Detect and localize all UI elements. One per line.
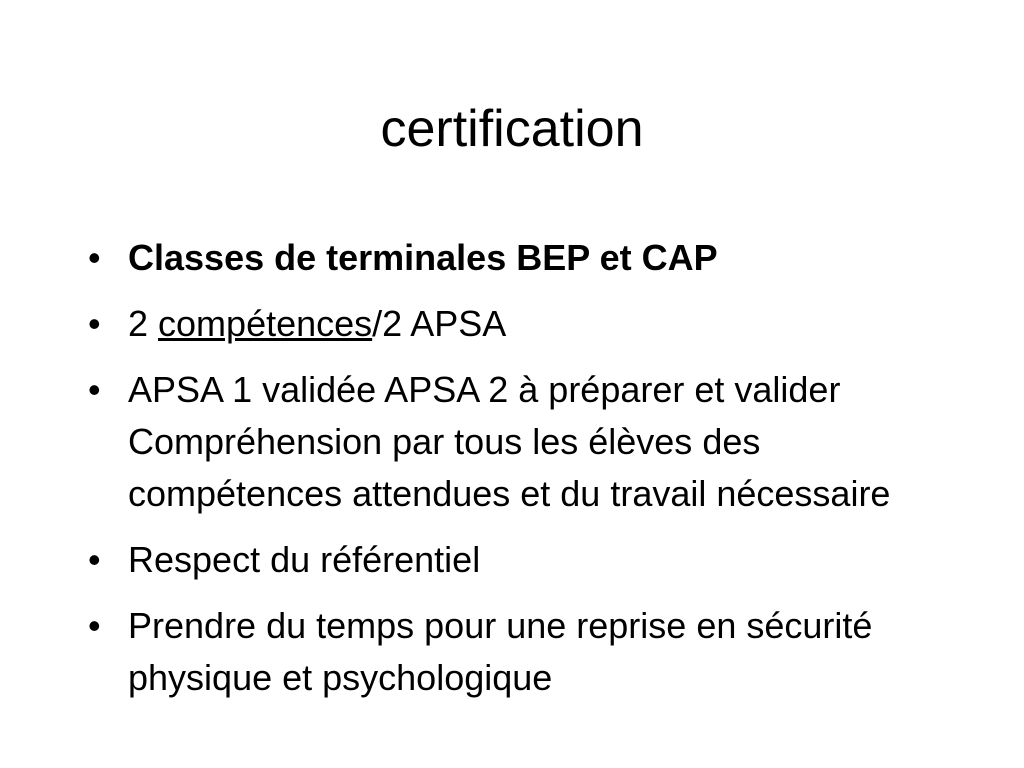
bullet-list	[88, 232, 968, 718]
slide-title: certification	[380, 100, 644, 158]
bullet-text: Prendre du temps pour une reprise en sécurité physique et psychologique	[128, 605, 873, 698]
bullet-item	[88, 600, 968, 704]
bullet-text-prefix: 2	[128, 303, 159, 344]
bullet-text-suffix: /2 APSA	[372, 303, 507, 344]
bullet-marker: •	[88, 605, 101, 646]
bullet-text-underlined: compétences	[158, 303, 373, 344]
bullet-item	[88, 534, 968, 586]
bullet-text: Respect du référentiel	[128, 539, 481, 580]
bullet-marker: •	[88, 539, 101, 580]
bullet-marker: •	[88, 303, 101, 344]
bullet-marker: •	[88, 237, 101, 278]
bullet-text: APSA 1 validée APSA 2 à préparer et valider Compréhension par tous les élèves des compétences attendues et du travail nécessaire	[128, 369, 891, 514]
bullet-item	[88, 364, 968, 520]
bullet-text: Classes de terminales BEP et CAP	[128, 237, 718, 278]
bullet-item	[88, 298, 968, 350]
bullet-marker: •	[88, 369, 101, 410]
bullet-item	[88, 232, 968, 284]
